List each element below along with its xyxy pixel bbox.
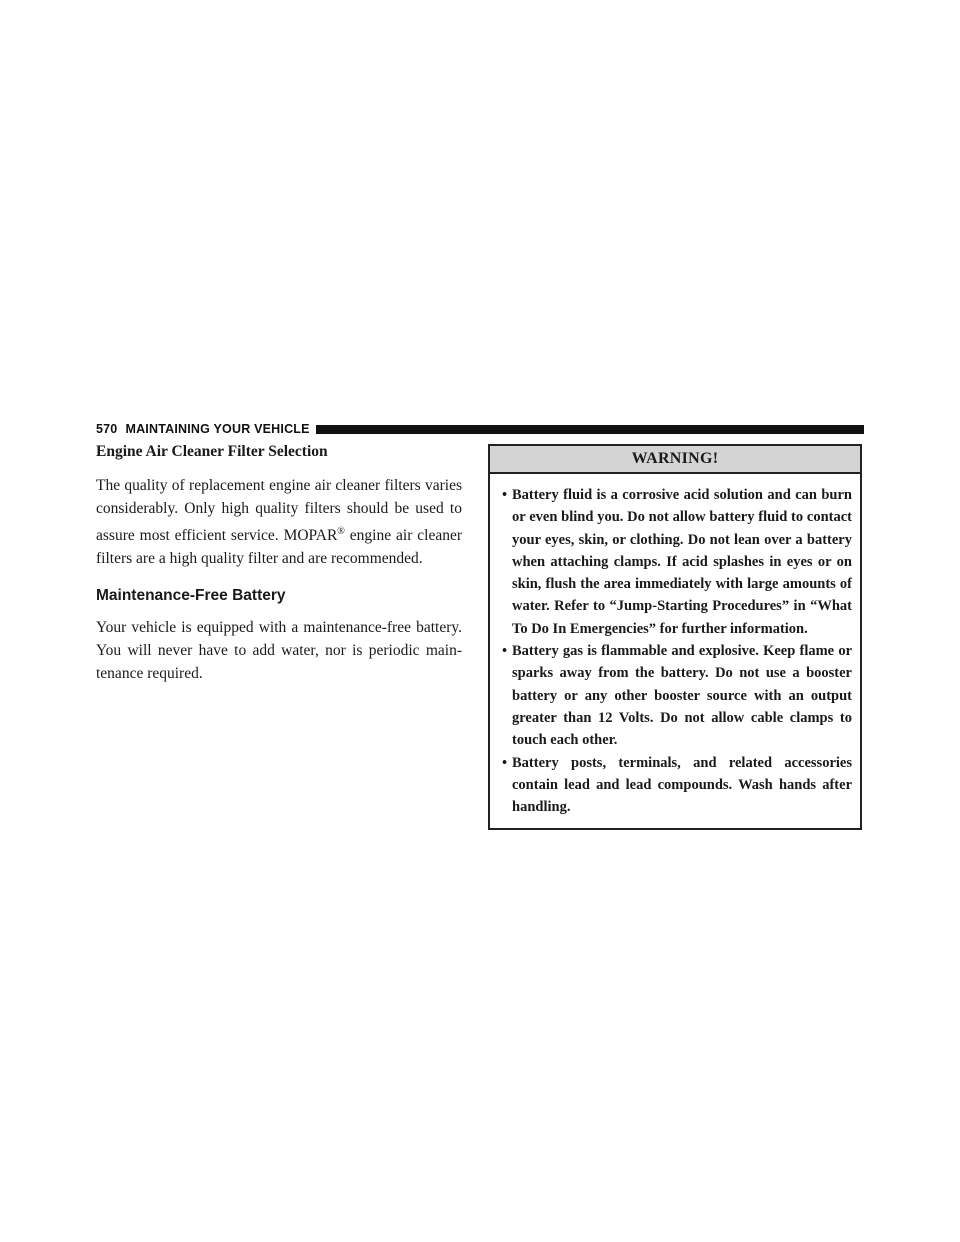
page-header (96, 420, 864, 438)
paragraph-air-filter-part1: The quality of replacement engine air cleaner filters varies considerably. Only high quality filters should be used to assure most efficient service. MOPAR (96, 477, 462, 545)
bullet-icon: • (502, 487, 508, 503)
warning-item-text: Battery gas is flammable and explosive. Keep flame or sparks away from the battery. Do not use a booster battery or any other booster source with an output greater than 12 Volts. Do not allow cable clamps to touch each other. (512, 643, 852, 749)
warning-item-text: Battery posts, terminals, and related accessories contain lead and lead compounds. Wash hands after handling. (512, 754, 852, 816)
header-rule (316, 425, 864, 434)
paragraph-battery: Your vehicle is equipped with a maintenance-free battery. You will never have to add water, nor is periodic maintenance required. (96, 619, 462, 683)
warning-list (490, 474, 860, 828)
registered-mark: ® (337, 526, 345, 537)
warning-title: WARNING! (490, 446, 860, 474)
warning-item (502, 640, 852, 751)
warning-box (488, 444, 862, 830)
heading-battery: Maintenance-Free Battery (96, 587, 286, 605)
warning-item-text: Battery fluid is a corrosive acid solution and can burn or even blind you. Do not allow battery fluid to contact your eyes, skin, or clothing. Do not lean over a battery when attaching clamps. If acid splashes in eyes or on skin, flush the area immediately with large amounts of water. Refer to “Jump-Starting Procedures” in “What To Do In Emergencies” for further information. (512, 487, 852, 637)
warning-item (502, 484, 852, 640)
paragraph-air-filter-part2: engine air cleaner filters are a high quality filter and are recommended. (96, 527, 462, 568)
bullet-icon: • (502, 643, 508, 660)
heading-air-filter: Engine Air Cleaner Filter Selection (96, 443, 328, 460)
page-number: 570 (96, 422, 118, 436)
warning-item (502, 752, 852, 819)
paragraph-air-filter (96, 474, 462, 570)
left-column (96, 442, 462, 685)
bullet-icon: • (502, 754, 508, 771)
section-title: MAINTAINING YOUR VEHICLE (125, 422, 310, 436)
